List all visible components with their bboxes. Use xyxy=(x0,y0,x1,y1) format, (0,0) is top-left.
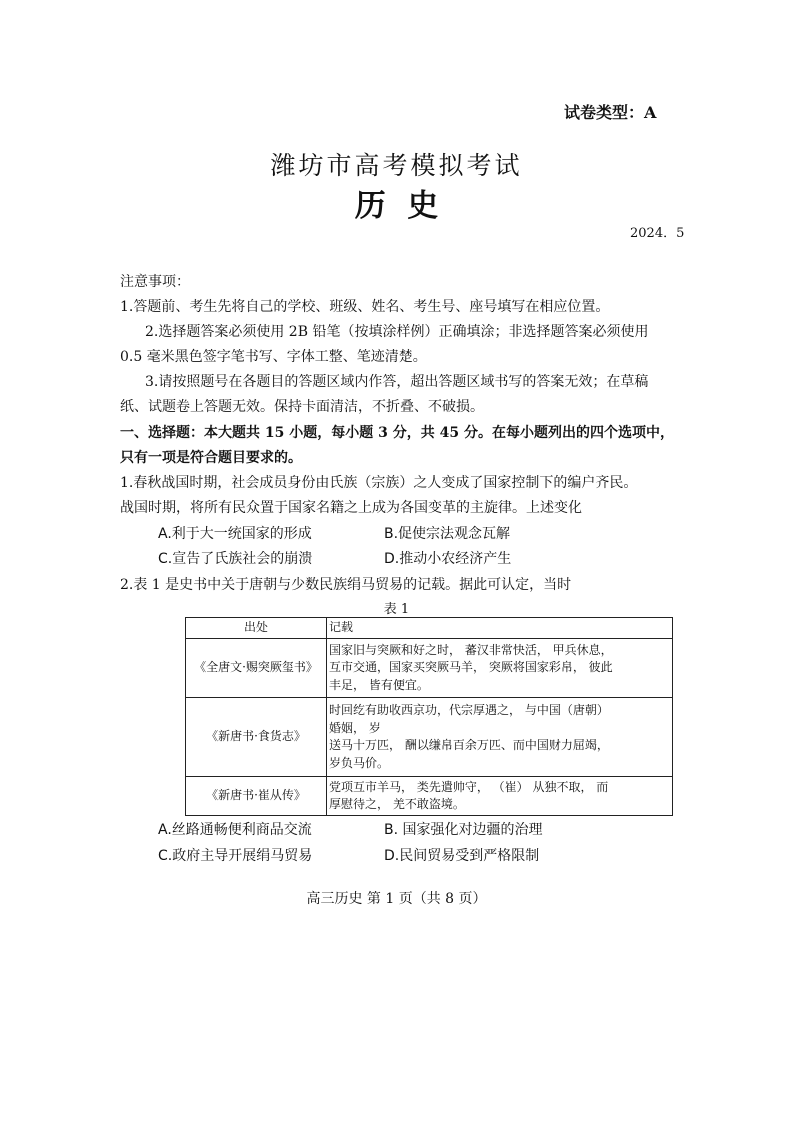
exam-title: 潍坊市高考模拟考试 xyxy=(270,151,523,180)
note-item-3-line-2: 纸、试题卷上答题无效。保持卡面清洁，不折叠、不破损。 xyxy=(120,399,484,415)
q2-option-b[interactable]: B. 国家强化对边疆的治理 xyxy=(384,822,543,838)
row-1-source: 《全唐文·赐突厥玺书》 xyxy=(186,639,327,698)
notes-heading: 注意事项： xyxy=(120,274,190,290)
page-footer: 高三历史 第 1 页（共 8 页） xyxy=(306,891,487,907)
header-source: 出处 xyxy=(186,618,327,639)
exam-date: 2024．5 xyxy=(630,226,685,241)
q2-option-a[interactable]: A.丝路通畅便利商品交流 xyxy=(158,822,312,838)
subject-title: 历 史 xyxy=(354,188,439,224)
section-heading-line-1: 一、选择题：本大题共 15 小题，每小题 3 分，共 45 分。在每小题列出的四个选项中， xyxy=(120,425,674,441)
row-1-record xyxy=(327,639,673,698)
section-heading-line-2: 只有一项是符合题目要求的。 xyxy=(120,450,302,466)
record-line: 互市交通，国家买突厥马羊， 突厥将国家彩帛， 彼此 xyxy=(329,660,613,675)
row-3-source: 《新唐书·崔从传》 xyxy=(186,777,327,816)
row-2-record xyxy=(327,698,673,777)
q2-option-c[interactable]: C.政府主导开展绢马贸易 xyxy=(158,848,313,864)
record-line: 国家旧与突厥和好之时， 蕃汉非常快活， 甲兵休息， xyxy=(329,642,613,657)
q2-stem: 2.表 1 是史书中关于唐朝与少数民族绢马贸易的记载。据此可认定，当时 xyxy=(120,577,572,593)
record-line: 送马十万匹， 酬以缣帛百余万匹、而中国财力屈竭， xyxy=(329,738,609,752)
table-row xyxy=(186,698,673,777)
row-2-source: 《新唐书·食货志》 xyxy=(186,698,327,777)
table-caption: 表 1 xyxy=(383,602,410,617)
table-row xyxy=(186,639,673,698)
table-header-row xyxy=(186,618,673,639)
note-item-3-line-1: 3.请按照题号在各题目的答题区域内作答，超出答题区域书写的答案无效；在草稿 xyxy=(145,374,649,390)
record-line: 厚慰待之， 羌不敢盗境。 xyxy=(329,797,465,811)
record-table xyxy=(185,617,673,816)
record-line: 时回纥有助收西京功，代宗厚遇之， 与中国（唐朝） xyxy=(329,703,609,717)
record-line: 婚姻， 岁 xyxy=(329,720,381,735)
q1-option-d[interactable]: D.推动小农经济产生 xyxy=(384,551,512,567)
q1-stem-line-2: 战国时期，将所有民众置于国家名籍之上成为各国变革的主旋律。上述变化 xyxy=(120,500,582,516)
record-line: 丰足， 皆有便宜。 xyxy=(329,677,429,692)
q2-option-d[interactable]: D.民间贸易受到严格限制 xyxy=(384,848,540,864)
q1-stem-line-1: 1.春秋战国时期，社会成员身份由氏族（宗族）之人变成了国家控制下的编户齐民。 xyxy=(120,475,638,491)
q1-option-a[interactable]: A.利于大一统国家的形成 xyxy=(158,526,312,542)
header-record: 记载 xyxy=(327,618,673,639)
record-line: 党项互市羊马， 类先遣帅守， （崔） 从独不取， 而 xyxy=(329,779,609,794)
table-row xyxy=(186,777,673,816)
row-3-record xyxy=(327,777,673,816)
note-item-2-line-2: 0.5 毫米黑色签字笔书写、字体工整、笔迹清楚。 xyxy=(120,349,427,365)
paper-type-label: 试卷类型：A xyxy=(564,103,657,122)
q1-option-c[interactable]: C.宣告了氏族社会的崩溃 xyxy=(158,551,313,567)
note-item-1: 1.答题前、考生先将自己的学校、班级、姓名、考生号、座号填写在相应位置。 xyxy=(120,299,610,315)
q1-option-b[interactable]: B.促使宗法观念瓦解 xyxy=(384,526,511,542)
record-line: 岁负马价。 xyxy=(329,755,390,770)
note-item-2-line-1: 2.选择题答案必须使用 2B 铅笔（按填涂样例）正确填涂；非选择题答案必须使用 xyxy=(145,324,649,340)
